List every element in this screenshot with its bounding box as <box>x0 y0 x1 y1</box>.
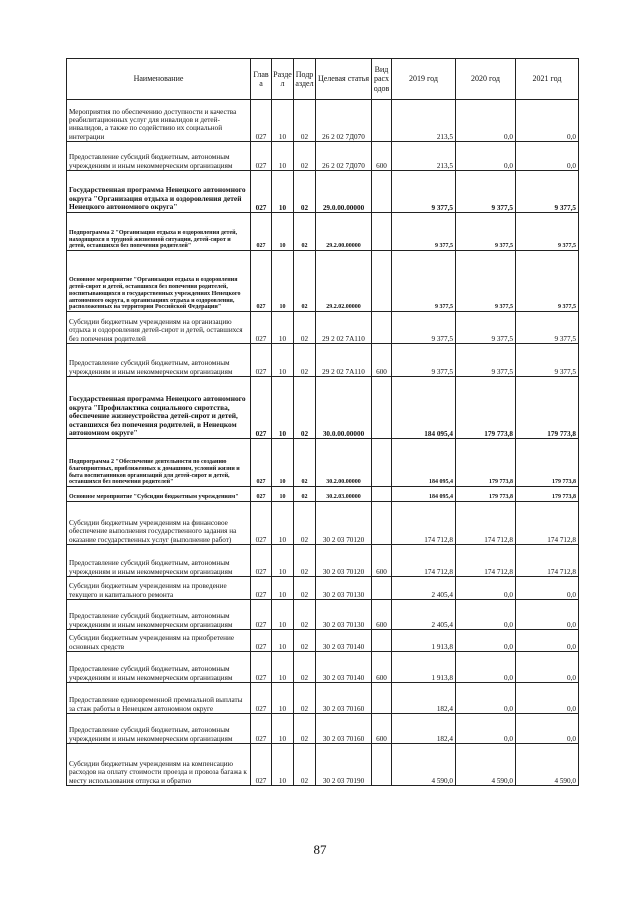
cell-2019: 9 377,5 <box>392 344 456 377</box>
cell-tselevaya: 26 2 02 7Д070 <box>316 100 372 142</box>
cell-name: Государственная программа Ненецкого автономного округа "Организация отдыха и оздоровления детей Ненецкого автономного округа" <box>67 171 251 213</box>
table-row <box>67 312 579 344</box>
cell-tselevaya: 30.2.03.00000 <box>316 487 372 502</box>
header-tselevaya: Целевая статья <box>316 59 372 100</box>
cell-podrazdel: 02 <box>294 142 316 171</box>
cell-2019: 184 095,4 <box>392 439 456 487</box>
cell-vid: 600 <box>372 344 392 377</box>
cell-razdel: 10 <box>272 171 294 213</box>
cell-razdel: 10 <box>272 344 294 377</box>
cell-razdel: 10 <box>272 744 294 786</box>
cell-tselevaya: 30 2 03 70120 <box>316 502 372 545</box>
table-row <box>67 100 579 142</box>
cell-2021: 0,0 <box>516 683 579 714</box>
cell-2021: 9 377,5 <box>516 251 579 312</box>
cell-tselevaya: 30 2 03 70160 <box>316 683 372 714</box>
table-row <box>67 142 579 171</box>
cell-2020: 0,0 <box>456 683 516 714</box>
cell-2021: 9 377,5 <box>516 171 579 213</box>
cell-2019: 182,4 <box>392 683 456 714</box>
cell-glava: 027 <box>251 630 272 652</box>
cell-2020: 179 773,8 <box>456 487 516 502</box>
cell-razdel: 10 <box>272 439 294 487</box>
cell-2020: 9 377,5 <box>456 171 516 213</box>
cell-razdel: 10 <box>272 377 294 439</box>
cell-podrazdel: 02 <box>294 251 316 312</box>
cell-razdel: 10 <box>272 683 294 714</box>
cell-tselevaya: 30.2.00.00000 <box>316 439 372 487</box>
header-2021: 2021 год <box>516 59 579 100</box>
cell-2021: 0,0 <box>516 142 579 171</box>
cell-name: Подпрограмма 2 "Обеспечение деятельности по созданию благоприятных, приближенных к домашним, условий жизни и быта воспитанников организаций для детей-сирот и детей, оставшихся без попечения родителей" <box>67 439 251 487</box>
cell-tselevaya: 30 2 03 70130 <box>316 577 372 600</box>
cell-2019: 174 712,8 <box>392 502 456 545</box>
table-row <box>67 344 579 377</box>
cell-podrazdel: 02 <box>294 439 316 487</box>
table-row <box>67 171 579 213</box>
cell-razdel: 10 <box>272 487 294 502</box>
cell-podrazdel: 02 <box>294 652 316 683</box>
cell-razdel: 10 <box>272 630 294 652</box>
table-header-row <box>67 59 579 100</box>
cell-2019: 182,4 <box>392 714 456 744</box>
cell-glava: 027 <box>251 744 272 786</box>
table-row <box>67 213 579 251</box>
cell-glava: 027 <box>251 213 272 251</box>
cell-2019: 9 377,5 <box>392 312 456 344</box>
cell-podrazdel: 02 <box>294 545 316 577</box>
table-row <box>67 652 579 683</box>
cell-podrazdel: 02 <box>294 744 316 786</box>
budget-table <box>66 58 579 786</box>
cell-tselevaya: 29 2 02 7А110 <box>316 344 372 377</box>
cell-vid: 600 <box>372 545 392 577</box>
cell-razdel: 10 <box>272 312 294 344</box>
table-row <box>67 377 579 439</box>
cell-glava: 027 <box>251 100 272 142</box>
cell-vid <box>372 487 392 502</box>
cell-podrazdel: 02 <box>294 577 316 600</box>
cell-2021: 0,0 <box>516 652 579 683</box>
page-number: 87 <box>313 842 327 857</box>
cell-name: Мероприятия по обеспечению доступности и качества реабилитационных услуг для инвалидов и детей-инвалидов, а также по содействию их социальной интеграции <box>67 100 251 142</box>
cell-razdel: 10 <box>272 100 294 142</box>
cell-vid <box>372 439 392 487</box>
cell-2019: 4 590,0 <box>392 744 456 786</box>
cell-2019: 9 377,5 <box>392 213 456 251</box>
cell-2021: 179 773,8 <box>516 377 579 439</box>
cell-tselevaya: 30.0.00.00000 <box>316 377 372 439</box>
cell-vid <box>372 213 392 251</box>
cell-razdel: 10 <box>272 142 294 171</box>
cell-glava: 027 <box>251 652 272 683</box>
cell-podrazdel: 02 <box>294 600 316 630</box>
cell-vid <box>372 251 392 312</box>
cell-vid <box>372 171 392 213</box>
cell-2020: 0,0 <box>456 630 516 652</box>
cell-2019: 1 913,8 <box>392 630 456 652</box>
cell-razdel: 10 <box>272 545 294 577</box>
cell-2021: 4 590,0 <box>516 744 579 786</box>
cell-tselevaya: 26 2 02 7Д070 <box>316 142 372 171</box>
cell-name: Предоставление субсидий бюджетным, автономным учреждениям и иным некоммерческим организациям <box>67 344 251 377</box>
cell-podrazdel: 02 <box>294 487 316 502</box>
cell-glava: 027 <box>251 683 272 714</box>
cell-2020: 9 377,5 <box>456 213 516 251</box>
cell-vid: 600 <box>372 652 392 683</box>
cell-2019: 9 377,5 <box>392 171 456 213</box>
cell-2019: 184 095,4 <box>392 377 456 439</box>
cell-2021: 179 773,8 <box>516 439 579 487</box>
cell-name: Предоставление субсидий бюджетным, автономным учреждениям и иным некоммерческим организациям <box>67 652 251 683</box>
cell-name: Предоставление единовременной премиальной выплаты за стаж работы в Ненецком автономном округе <box>67 683 251 714</box>
cell-2020: 174 712,8 <box>456 545 516 577</box>
cell-2020: 9 377,5 <box>456 344 516 377</box>
cell-name: Основное мероприятие "Организация отдыха и оздоровления детей-сирот и детей, оставшихся без попечения родителей, воспитывающихся в государственных учреждениях Ненецкого автономного округа, в организациях отдыха и оздоровления, расположенных на территории Российской Федерации" <box>67 251 251 312</box>
cell-tselevaya: 29.2.00.00000 <box>316 213 372 251</box>
cell-tselevaya: 30 2 03 70120 <box>316 545 372 577</box>
header-podrazdel: Подр аздел <box>294 59 316 100</box>
cell-vid <box>372 577 392 600</box>
table-row <box>67 545 579 577</box>
cell-2020: 0,0 <box>456 577 516 600</box>
cell-podrazdel: 02 <box>294 344 316 377</box>
cell-2020: 4 590,0 <box>456 744 516 786</box>
cell-razdel: 10 <box>272 652 294 683</box>
cell-tselevaya: 30 2 03 70140 <box>316 630 372 652</box>
cell-podrazdel: 02 <box>294 312 316 344</box>
cell-name: Предоставление субсидий бюджетным, автономным учреждениям и иным некоммерческим организациям <box>67 600 251 630</box>
table-row <box>67 502 579 545</box>
cell-podrazdel: 02 <box>294 502 316 545</box>
cell-podrazdel: 02 <box>294 377 316 439</box>
cell-glava: 027 <box>251 577 272 600</box>
cell-2021: 0,0 <box>516 100 579 142</box>
cell-tselevaya: 30 2 03 70160 <box>316 714 372 744</box>
cell-name: Субсидии бюджетным учреждениям на финансовое обеспечение выполнения государственного задания на оказание государственных услуг (выполнение работ) <box>67 502 251 545</box>
cell-2019: 213,5 <box>392 142 456 171</box>
cell-2021: 0,0 <box>516 714 579 744</box>
cell-razdel: 10 <box>272 502 294 545</box>
cell-glava: 027 <box>251 545 272 577</box>
header-razdel: Разде л <box>272 59 294 100</box>
table-row <box>67 630 579 652</box>
cell-tselevaya: 30 2 03 70140 <box>316 652 372 683</box>
cell-vid <box>372 100 392 142</box>
cell-2020: 0,0 <box>456 142 516 171</box>
cell-2020: 174 712,8 <box>456 502 516 545</box>
cell-vid <box>372 744 392 786</box>
cell-vid: 600 <box>372 600 392 630</box>
table-row <box>67 714 579 744</box>
cell-vid <box>372 502 392 545</box>
cell-2021: 9 377,5 <box>516 344 579 377</box>
cell-name: Субсидии бюджетным учреждениям на приобретение основных средств <box>67 630 251 652</box>
cell-tselevaya: 29.0.00.00000 <box>316 171 372 213</box>
cell-glava: 027 <box>251 439 272 487</box>
cell-tselevaya: 30 2 03 70130 <box>316 600 372 630</box>
cell-podrazdel: 02 <box>294 213 316 251</box>
cell-2019: 9 377,5 <box>392 251 456 312</box>
cell-glava: 027 <box>251 142 272 171</box>
cell-podrazdel: 02 <box>294 171 316 213</box>
table-row <box>67 683 579 714</box>
table-row <box>67 744 579 786</box>
cell-razdel: 10 <box>272 600 294 630</box>
cell-glava: 027 <box>251 600 272 630</box>
cell-name: Субсидии бюджетным учреждениям на компенсацию расходов на оплату стоимости проезда и провоза багажа к месту использования отпуска и обратно <box>67 744 251 786</box>
header-glava: Глав а <box>251 59 272 100</box>
cell-vid <box>372 683 392 714</box>
cell-2019: 2 405,4 <box>392 577 456 600</box>
cell-2019: 174 712,8 <box>392 545 456 577</box>
cell-2021: 0,0 <box>516 600 579 630</box>
table-row <box>67 600 579 630</box>
cell-2020: 9 377,5 <box>456 251 516 312</box>
cell-2021: 9 377,5 <box>516 213 579 251</box>
cell-2021: 9 377,5 <box>516 312 579 344</box>
cell-podrazdel: 02 <box>294 100 316 142</box>
cell-2020: 9 377,5 <box>456 312 516 344</box>
header-name: Наименование <box>67 59 251 100</box>
header-2020: 2020 год <box>456 59 516 100</box>
header-vid: Вид расх одов <box>372 59 392 100</box>
cell-vid: 600 <box>372 714 392 744</box>
cell-razdel: 10 <box>272 213 294 251</box>
cell-glava: 027 <box>251 714 272 744</box>
cell-2021: 0,0 <box>516 577 579 600</box>
cell-tselevaya: 29.2.02.00000 <box>316 251 372 312</box>
cell-glava: 027 <box>251 312 272 344</box>
cell-glava: 027 <box>251 487 272 502</box>
cell-vid <box>372 377 392 439</box>
cell-2019: 1 913,8 <box>392 652 456 683</box>
cell-name: Субсидии бюджетным учреждениям на организацию отдыха и оздоровления детей-сирот и детей, оставшихся без попечения родителей <box>67 312 251 344</box>
cell-2021: 174 712,8 <box>516 502 579 545</box>
cell-2020: 0,0 <box>456 100 516 142</box>
table-row <box>67 487 579 502</box>
cell-name: Предоставление субсидий бюджетным, автономным учреждениям и иным некоммерческим организациям <box>67 545 251 577</box>
cell-vid <box>372 312 392 344</box>
cell-2021: 174 712,8 <box>516 545 579 577</box>
table-row <box>67 577 579 600</box>
cell-name: Государственная программа Ненецкого автономного округа "Профилактика социального сиротства, обеспечение жизнеустройства детей-сирот и детей, оставшихся без попечения родителей, в Ненецком автономном округе" <box>67 377 251 439</box>
header-2019: 2019 год <box>392 59 456 100</box>
cell-name: Основное мероприятие "Субсидии бюджетным учреждениям" <box>67 487 251 502</box>
cell-tselevaya: 30 2 03 70190 <box>316 744 372 786</box>
cell-glava: 027 <box>251 502 272 545</box>
cell-name: Предоставление субсидий бюджетным, автономным учреждениям и иным некоммерческим организациям <box>67 142 251 171</box>
cell-podrazdel: 02 <box>294 683 316 714</box>
table-body <box>67 100 579 786</box>
cell-name: Предоставление субсидий бюджетным, автономным учреждениям и иным некоммерческим организациям <box>67 714 251 744</box>
cell-2021: 0,0 <box>516 630 579 652</box>
cell-2020: 0,0 <box>456 652 516 683</box>
cell-2020: 179 773,8 <box>456 439 516 487</box>
cell-glava: 027 <box>251 344 272 377</box>
table-row <box>67 251 579 312</box>
table-row <box>67 439 579 487</box>
cell-glava: 027 <box>251 377 272 439</box>
cell-name: Подпрограмма 2 "Организация отдыха и оздоровления детей, находящихся в трудной жизненной ситуации, детей-сирот и детей, оставшихся без попечения родителей" <box>67 213 251 251</box>
cell-2020: 179 773,8 <box>456 377 516 439</box>
cell-glava: 027 <box>251 171 272 213</box>
cell-razdel: 10 <box>272 251 294 312</box>
cell-2021: 179 773,8 <box>516 487 579 502</box>
cell-razdel: 10 <box>272 577 294 600</box>
cell-razdel: 10 <box>272 714 294 744</box>
cell-2020: 0,0 <box>456 600 516 630</box>
cell-glava: 027 <box>251 251 272 312</box>
cell-podrazdel: 02 <box>294 630 316 652</box>
cell-name: Субсидии бюджетным учреждениям на проведение текущего и капитального ремонта <box>67 577 251 600</box>
cell-2020: 0,0 <box>456 714 516 744</box>
cell-2019: 213,5 <box>392 100 456 142</box>
cell-2019: 184 095,4 <box>392 487 456 502</box>
cell-vid <box>372 630 392 652</box>
cell-tselevaya: 29 2 02 7А110 <box>316 312 372 344</box>
cell-vid: 600 <box>372 142 392 171</box>
cell-podrazdel: 02 <box>294 714 316 744</box>
cell-2019: 2 405,4 <box>392 600 456 630</box>
